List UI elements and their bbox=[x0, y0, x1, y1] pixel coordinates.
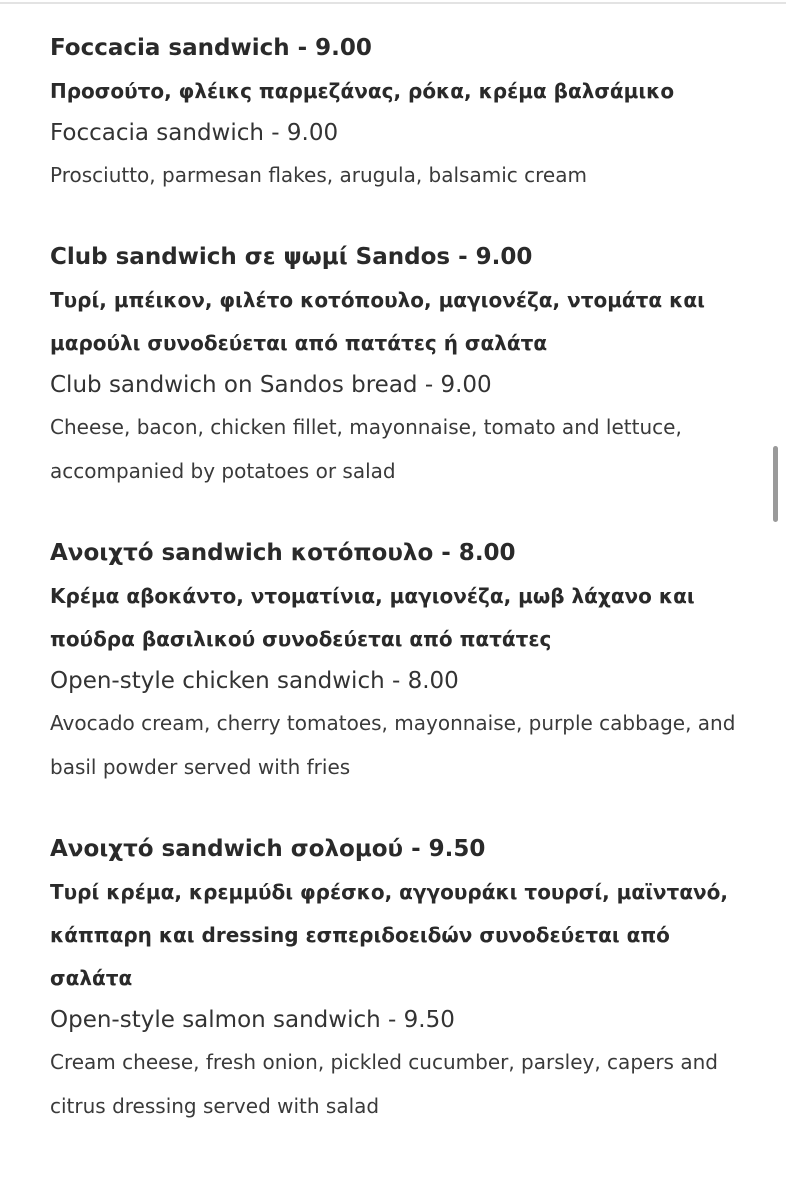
scrollbar-thumb[interactable] bbox=[773, 446, 778, 522]
item-description-greek: Τυρί, μπέικον, φιλέτο κοτόπουλο, μαγιονέζα, ντομάτα και μαρούλι συνοδεύεται από πατάτες ή σαλάτα bbox=[50, 288, 705, 355]
item-description-greek: Προσούτο, φλέικς παρμεζάνας, ρόκα, κρέμα βαλσάμικο bbox=[50, 79, 675, 103]
menu-item-open-salmon bbox=[50, 831, 750, 1128]
item-title-greek: Ανοιχτό sandwich κοτόπουλο - 8.00 bbox=[50, 540, 516, 566]
item-title-greek: Foccacia sandwich - 9.00 bbox=[50, 35, 372, 61]
item-title-english: Foccacia sandwich - 9.00 bbox=[50, 120, 339, 146]
top-divider bbox=[0, 2, 786, 4]
item-title-english: Open-style chicken sandwich - 8.00 bbox=[50, 668, 459, 694]
menu-item-foccacia bbox=[50, 30, 750, 197]
item-title-greek: Club sandwich σε ψωμί Sandos - 9.00 bbox=[50, 244, 533, 270]
item-title-english: Open-style salmon sandwich - 9.50 bbox=[50, 1007, 455, 1033]
item-description-greek: Τυρί κρέμα, κρεμμύδι φρέσκο, αγγουράκι τουρσί, μαϊντανό, κάππαρη και dressing εσπεριδοειδών συνοδεύεται από σαλάτα bbox=[50, 880, 729, 990]
menu-item-club-sandwich bbox=[50, 239, 750, 493]
item-description-greek: Κρέμα αβοκάντο, ντοματίνια, μαγιονέζα, μωβ λάχανο και πούδρα βασιλικού συνοδεύεται από πατάτες bbox=[50, 584, 695, 651]
item-description-english: Cream cheese, fresh onion, pickled cucumber, parsley, capers and citrus dressing served with salad bbox=[50, 1050, 718, 1118]
item-description-english: Prosciutto, parmesan flakes, arugula, balsamic cream bbox=[50, 163, 587, 187]
menu-item-open-chicken bbox=[50, 535, 750, 789]
item-description-english: Cheese, bacon, chicken fillet, mayonnaise, tomato and lettuce, accompanied by potatoes or salad bbox=[50, 415, 682, 483]
menu-list bbox=[50, 30, 750, 1128]
item-title-english: Club sandwich on Sandos bread - 9.00 bbox=[50, 372, 492, 398]
item-description-english: Avocado cream, cherry tomatoes, mayonnaise, purple cabbage, and basil powder served with fries bbox=[50, 711, 736, 779]
item-title-greek: Ανοιχτό sandwich σολομού - 9.50 bbox=[50, 836, 486, 862]
